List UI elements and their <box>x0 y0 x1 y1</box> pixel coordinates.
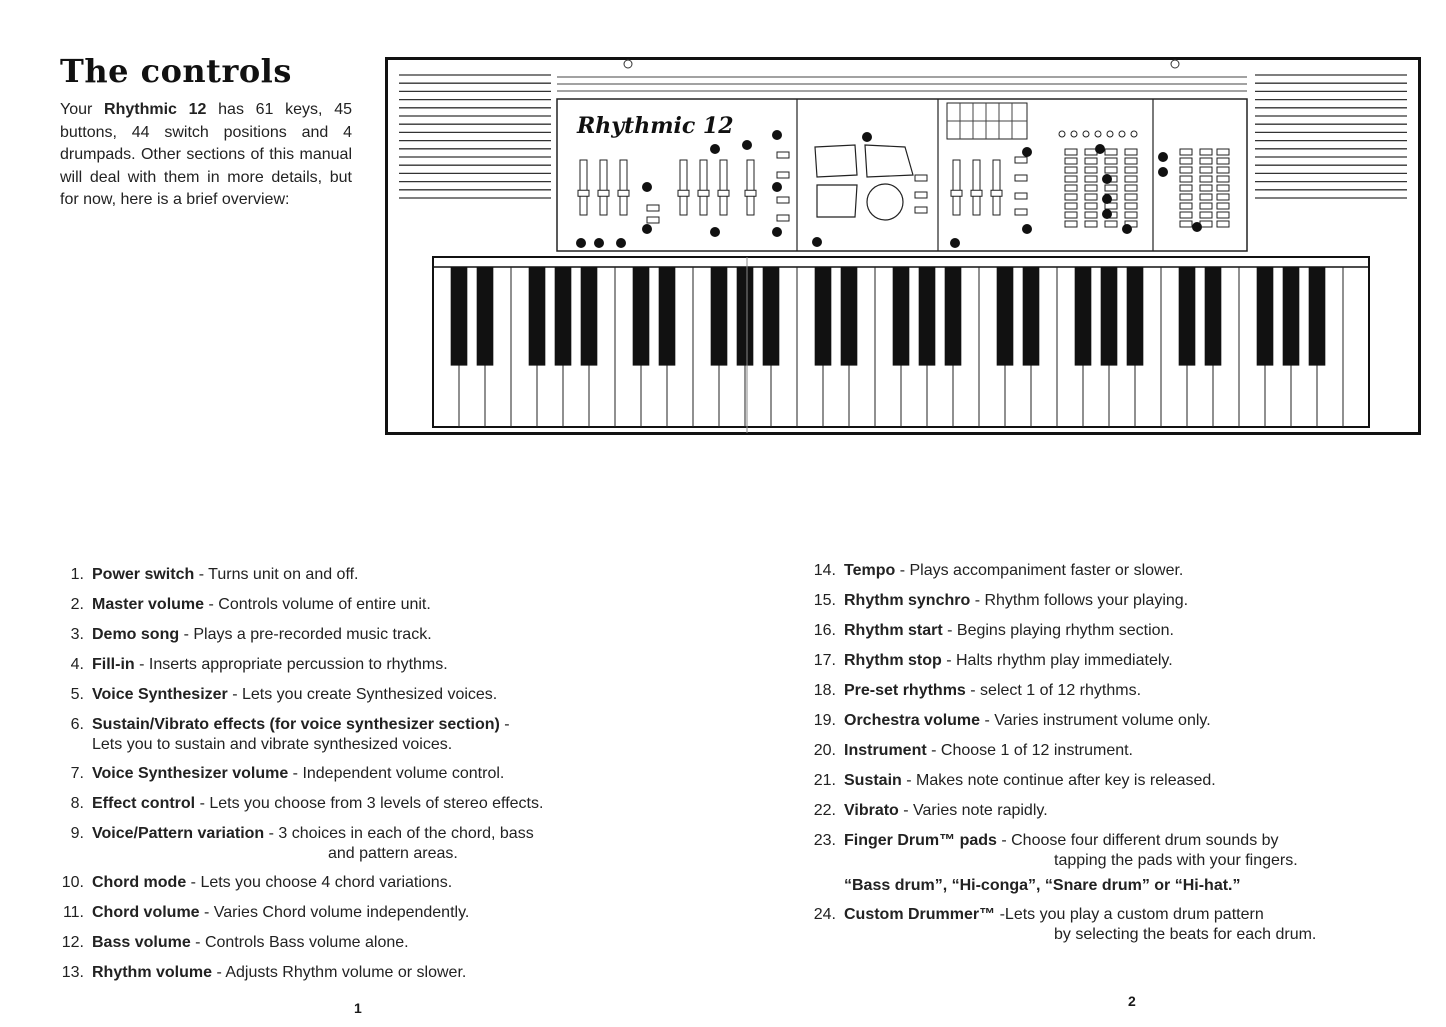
item-number: 7. <box>70 765 84 782</box>
intro-text: has 61 keys, 45 buttons, 44 switch positions and 4 drumpads. Other sections of this manual will deal with them in more details, but for now, here is a brief overview: <box>60 101 353 208</box>
panel-button <box>915 207 927 213</box>
item-number: 16. <box>813 622 836 639</box>
item-description: - Varies instrument volume only. <box>980 712 1211 729</box>
item-term: Bass volume <box>92 934 191 951</box>
panel-button <box>1200 194 1212 200</box>
list-item <box>812 826 1316 900</box>
item-term: Orchestra volume <box>844 712 981 729</box>
panel-button <box>1105 158 1117 164</box>
item-term: Tempo <box>844 562 896 579</box>
controls-list-left <box>60 560 543 988</box>
black-key <box>581 267 598 366</box>
panel-button <box>777 197 789 203</box>
list-item <box>60 958 543 988</box>
item-term: Voice Synthesizer <box>92 686 228 703</box>
item-number: 10. <box>61 874 84 891</box>
callout-bullet <box>1095 144 1105 154</box>
panel-button <box>1085 194 1097 200</box>
list-item <box>60 710 543 759</box>
page-number-right: 2 <box>1128 993 1136 1009</box>
panel-button <box>1217 149 1229 155</box>
callout-bullet <box>1022 224 1032 234</box>
item-term: Vibrato <box>844 802 899 819</box>
panel-button <box>1015 193 1027 199</box>
callout-bullet <box>642 182 652 192</box>
callout-bullet <box>772 130 782 140</box>
list-item <box>60 898 543 928</box>
black-key <box>997 267 1014 366</box>
list-item <box>60 620 543 650</box>
panel-button <box>647 217 659 223</box>
list-item <box>60 868 543 898</box>
panel-button <box>1217 158 1229 164</box>
slider-knob <box>745 190 756 196</box>
item-number: 3. <box>70 626 84 643</box>
item-description: - Adjusts Rhythm volume or slower. <box>212 964 467 981</box>
panel-button <box>1105 167 1117 173</box>
keyboard-illustration <box>385 57 1421 435</box>
slider-knob <box>598 190 609 196</box>
item-number: 18. <box>813 682 836 699</box>
item-description: -Lets you play a custom drum pattern <box>995 906 1264 923</box>
item-description-continued: tapping the pads with your fingers. <box>1054 852 1298 869</box>
item-term: Master volume <box>92 596 205 613</box>
item-description: - Controls Bass volume alone. <box>190 934 409 951</box>
black-key <box>451 267 468 366</box>
callout-bullet <box>710 144 720 154</box>
slider-knob <box>698 190 709 196</box>
panel-button <box>1200 149 1212 155</box>
panel-button <box>1180 212 1192 218</box>
callout-bullet <box>1192 222 1202 232</box>
list-item <box>60 928 543 958</box>
black-key <box>529 267 546 366</box>
panel-button <box>647 205 659 211</box>
list-item <box>812 736 1316 766</box>
black-key <box>1023 267 1040 366</box>
slider-track <box>747 160 754 215</box>
black-key <box>659 267 676 366</box>
panel-button <box>777 152 789 158</box>
slider-track <box>720 160 727 215</box>
panel-button <box>1200 167 1212 173</box>
panel-button <box>915 175 927 181</box>
slider-knob <box>678 190 689 196</box>
list-item <box>60 680 543 710</box>
panel-button <box>1180 194 1192 200</box>
black-key <box>1179 267 1196 366</box>
black-key <box>1075 267 1092 366</box>
list-item <box>60 650 543 680</box>
panel-button <box>1065 212 1077 218</box>
item-number: 19. <box>813 712 836 729</box>
panel-button <box>1125 167 1137 173</box>
list-item <box>812 766 1316 796</box>
panel-button <box>1217 221 1229 227</box>
controls-list-right <box>812 556 1316 949</box>
panel-button <box>1217 194 1229 200</box>
item-term: Power switch <box>92 566 195 583</box>
panel-button <box>777 215 789 221</box>
item-description: - Plays accompaniment faster or slower. <box>895 562 1184 579</box>
callout-bullet <box>1022 147 1032 157</box>
panel-button <box>1085 221 1097 227</box>
panel-button <box>1125 158 1137 164</box>
panel-button <box>1180 185 1192 191</box>
black-key <box>633 267 650 366</box>
panel-button <box>1065 176 1077 182</box>
item-description: - Lets you create Synthesized voices. <box>227 686 498 703</box>
list-item <box>812 900 1316 949</box>
panel-button <box>1065 221 1077 227</box>
slider-track <box>620 160 627 215</box>
callout-bullet <box>772 182 782 192</box>
black-key <box>1101 267 1118 366</box>
rhythmic-logo: Rhythmic 12 <box>577 113 734 139</box>
panel-button <box>1217 212 1229 218</box>
item-term: Demo song <box>92 626 180 643</box>
item-description: - Rhythm follows your playing. <box>970 592 1189 609</box>
panel-button <box>1085 176 1097 182</box>
list-item <box>812 556 1316 586</box>
item-number: 1. <box>70 566 84 583</box>
panel-button <box>1180 149 1192 155</box>
item-term: Chord volume <box>92 904 200 921</box>
callout-bullet <box>594 238 604 248</box>
item-term: Rhythm synchro <box>844 592 971 609</box>
panel-button <box>777 172 789 178</box>
item-description-continued: Lets you to sustain and vibrate synthesized voices. <box>92 736 453 753</box>
item-description: - Varies Chord volume independently. <box>199 904 470 921</box>
item-term: Sustain/Vibrato effects (for voice synthesizer section) <box>92 716 500 733</box>
list-item <box>812 706 1316 736</box>
panel-button <box>1180 203 1192 209</box>
slider-knob <box>991 190 1002 196</box>
panel-button <box>1217 203 1229 209</box>
item-term: Rhythm start <box>844 622 943 639</box>
panel-button <box>1065 158 1077 164</box>
callout-bullet <box>1122 224 1132 234</box>
black-key <box>1205 267 1222 366</box>
item-description: - Varies note rapidly. <box>898 802 1048 819</box>
callout-bullet <box>1102 194 1112 204</box>
item-number: 14. <box>813 562 836 579</box>
panel-button <box>1085 167 1097 173</box>
intro-product: Rhythmic 12 <box>104 101 207 118</box>
list-item <box>60 590 543 620</box>
slider-knob <box>951 190 962 196</box>
panel-button <box>1085 185 1097 191</box>
item-number: 6. <box>70 716 84 733</box>
slider-track <box>993 160 1000 215</box>
item-number: 24. <box>813 906 836 923</box>
list-item <box>812 676 1316 706</box>
panel-button <box>1085 203 1097 209</box>
item-number: 15. <box>813 592 836 609</box>
callout-bullet <box>1158 167 1168 177</box>
panel-button <box>1125 176 1137 182</box>
item-term: Pre-set rhythms <box>844 682 966 699</box>
callout-bullet <box>862 132 872 142</box>
item-description: - Choose 1 of 12 instrument. <box>926 742 1133 759</box>
callout-bullet <box>576 238 586 248</box>
panel-button <box>1180 158 1192 164</box>
slider-track <box>680 160 687 215</box>
panel-button <box>1180 167 1192 173</box>
item-term: Sustain <box>844 772 902 789</box>
item-term: Voice/Pattern variation <box>92 825 265 842</box>
black-key <box>1283 267 1300 366</box>
black-key <box>763 267 780 366</box>
item-description: - Turns unit on and off. <box>194 566 359 583</box>
item-term: Chord mode <box>92 874 187 891</box>
slider-track <box>600 160 607 215</box>
item-description: - select 1 of 12 rhythms. <box>965 682 1142 699</box>
item-description: - Begins playing rhythm section. <box>942 622 1174 639</box>
item-description: - Controls volume of entire unit. <box>204 596 431 613</box>
item-description: - Halts rhythm play immediately. <box>941 652 1173 669</box>
item-description: - 3 choices in each of the chord, bass <box>264 825 534 842</box>
item-description: - Lets you choose 4 chord variations. <box>186 874 453 891</box>
panel-button <box>1065 149 1077 155</box>
item-number: 11. <box>62 904 84 921</box>
panel-button <box>1065 185 1077 191</box>
list-item <box>60 759 543 789</box>
item-term: Effect control <box>92 795 196 812</box>
callout-bullet <box>950 238 960 248</box>
item-description: - Lets you choose from 3 levels of stereo effects. <box>195 795 544 812</box>
item-term: Instrument <box>844 742 927 759</box>
page-number-left: 1 <box>354 1000 362 1016</box>
item-number: 17. <box>813 652 836 669</box>
panel-button <box>1200 158 1212 164</box>
callout-bullet <box>742 140 752 150</box>
callout-bullet <box>616 238 626 248</box>
item-number: 21. <box>813 772 836 789</box>
panel-button <box>1125 194 1137 200</box>
panel-button <box>1105 149 1117 155</box>
item-description: - Makes note continue after key is released. <box>901 772 1216 789</box>
black-key <box>555 267 572 366</box>
slider-knob <box>718 190 729 196</box>
slider-knob <box>578 190 589 196</box>
callout-bullet <box>642 224 652 234</box>
item-term: Voice Synthesizer volume <box>92 765 289 782</box>
black-key <box>841 267 858 366</box>
panel-button <box>1065 194 1077 200</box>
item-number: 13. <box>61 964 84 981</box>
black-key <box>1127 267 1144 366</box>
item-term: Fill-in <box>92 656 135 673</box>
callout-bullet <box>812 237 822 247</box>
drum-pad <box>815 145 857 177</box>
panel-button <box>1085 212 1097 218</box>
item-description: - Independent volume control. <box>288 765 505 782</box>
list-item <box>60 789 543 819</box>
panel-button <box>1065 203 1077 209</box>
panel-button <box>1015 175 1027 181</box>
list-item <box>812 616 1316 646</box>
panel-button <box>1125 149 1137 155</box>
black-key <box>737 267 754 366</box>
slider-knob <box>618 190 629 196</box>
panel-button <box>1217 176 1229 182</box>
item-number: 20. <box>813 742 836 759</box>
callout-bullet <box>1158 152 1168 162</box>
slider-track <box>700 160 707 215</box>
list-item <box>812 586 1316 616</box>
intro-paragraph <box>60 99 352 212</box>
item-number: 5. <box>70 686 84 703</box>
panel-button <box>1200 185 1212 191</box>
black-key <box>711 267 728 366</box>
panel-button <box>1015 157 1027 163</box>
item-term: Custom Drummer™ <box>844 906 996 923</box>
callout-bullet <box>1102 174 1112 184</box>
item-description-continued: by selecting the beats for each drum. <box>1054 926 1317 943</box>
black-key <box>919 267 936 366</box>
item-number: 22. <box>813 802 836 819</box>
panel-button <box>915 192 927 198</box>
page-title: The controls <box>60 52 292 90</box>
panel-button <box>1105 185 1117 191</box>
callout-bullet <box>710 227 720 237</box>
panel-button <box>1085 158 1097 164</box>
item-number: 9. <box>70 825 84 842</box>
panel-button <box>1217 185 1229 191</box>
drum-pad <box>865 145 913 177</box>
callout-bullet <box>1102 209 1112 219</box>
item-number: 12. <box>61 934 84 951</box>
panel-button <box>1125 185 1137 191</box>
list-item <box>60 819 543 868</box>
black-key <box>893 267 910 366</box>
slider-knob <box>971 190 982 196</box>
item-number: 23. <box>813 832 836 849</box>
panel-button <box>1200 212 1212 218</box>
panel-button <box>1015 209 1027 215</box>
slider-track <box>580 160 587 215</box>
item-description: - Inserts appropriate percussion to rhythms. <box>134 656 448 673</box>
item-description: - <box>499 716 510 733</box>
black-key <box>945 267 962 366</box>
slider-track <box>973 160 980 215</box>
list-item <box>812 796 1316 826</box>
panel-button <box>1125 203 1137 209</box>
panel-button <box>1200 176 1212 182</box>
panel-button <box>1180 176 1192 182</box>
list-item <box>60 560 543 590</box>
item-description-continued: and pattern areas. <box>328 845 458 862</box>
item-description: - Plays a pre-recorded music track. <box>179 626 432 643</box>
black-key <box>1309 267 1326 366</box>
drum-pad <box>817 185 857 217</box>
callout-bullet <box>772 227 782 237</box>
slider-track <box>953 160 960 215</box>
item-number: 8. <box>70 795 84 812</box>
black-key <box>815 267 832 366</box>
list-item <box>812 646 1316 676</box>
panel-button <box>1200 203 1212 209</box>
panel-button <box>1105 221 1117 227</box>
panel-button <box>1217 167 1229 173</box>
drum-pad <box>867 184 903 220</box>
item-number: 4. <box>70 656 84 673</box>
item-term: Rhythm volume <box>92 964 213 981</box>
item-term: Rhythm stop <box>844 652 942 669</box>
panel-button <box>1065 167 1077 173</box>
item-description-continued: “Bass drum”, “Hi-conga”, “Snare drum” or “Hi-hat.” <box>844 877 1241 894</box>
panel-button <box>1180 221 1192 227</box>
item-number: 2. <box>70 596 84 613</box>
item-description: - Choose four different drum sounds by <box>996 832 1279 849</box>
intro-prefix: Your <box>60 101 105 118</box>
panel-button <box>1125 212 1137 218</box>
black-key <box>1257 267 1274 366</box>
item-term: Finger Drum™ pads <box>844 832 997 849</box>
black-key <box>477 267 494 366</box>
